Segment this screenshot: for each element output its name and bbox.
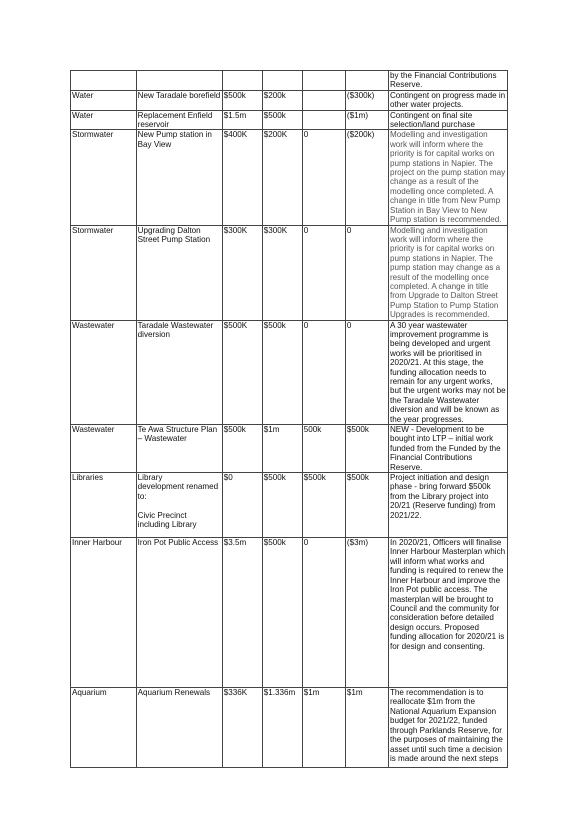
project-cell: Aquarium Renewals xyxy=(136,688,222,768)
table-row xyxy=(71,320,508,424)
change-cell: ($200k) xyxy=(345,130,388,225)
category-cell: Inner Harbour xyxy=(71,538,137,688)
table-row xyxy=(71,473,508,538)
change-cell: 0 xyxy=(345,225,388,320)
amount-cell: $1.336m xyxy=(262,688,302,768)
comment-cell: Contingent on progress made in other water projects. xyxy=(388,90,507,110)
project-cell: New Taradale borefield xyxy=(136,90,222,110)
comment-cell: by the Financial Contributions Reserve. xyxy=(388,71,507,91)
budget-cell: $500k xyxy=(222,425,262,473)
change-cell: $500k xyxy=(345,425,388,473)
table-row xyxy=(71,688,508,768)
category-cell: Wastewater xyxy=(71,320,137,424)
amount-cell: $500k xyxy=(262,320,302,424)
amount-cell xyxy=(302,71,345,91)
category-cell: Stormwater xyxy=(71,130,137,225)
table-row xyxy=(71,110,508,130)
project-cell: New Pump station in Bay View xyxy=(136,130,222,225)
amount-cell: $500k xyxy=(262,110,302,130)
table-row xyxy=(71,130,508,225)
amount-cell: $500k xyxy=(302,473,345,538)
change-cell xyxy=(345,71,388,91)
capital-projects-table xyxy=(70,70,508,768)
amount-cell: $500k xyxy=(262,473,302,538)
amount-cell: $500k xyxy=(262,538,302,688)
comment-cell: Modelling and investigation work will inform where the priority is for capital works on pump stations in Napier. The pump station may change as a result of the modelling once completed. A change in title from Upgrade to Dalton Street Pump Station to Pump Station Upgrades is recommended. xyxy=(388,225,507,320)
table-row xyxy=(71,90,508,110)
change-cell: $1m xyxy=(345,688,388,768)
budget-cell: $500K xyxy=(222,320,262,424)
amount-cell xyxy=(302,110,345,130)
amount-cell: 0 xyxy=(302,225,345,320)
budget-cell: $1.5m xyxy=(222,110,262,130)
project-cell: Upgrading Dalton Street Pump Station xyxy=(136,225,222,320)
category-cell: Aquarium xyxy=(71,688,137,768)
budget-cell: $400K xyxy=(222,130,262,225)
comment-cell: Modelling and investigation work will inform where the priority is for capital works on pump stations in Napier. The project on the pump station may change as a result of the modelling once completed. A change in title from New Pump Station in Bay View to New Pump station is recommended. xyxy=(388,130,507,225)
budget-cell: $500k xyxy=(222,90,262,110)
budget-cell: $300K xyxy=(222,225,262,320)
table-body xyxy=(71,71,508,768)
change-cell: $500k xyxy=(345,473,388,538)
amount-cell xyxy=(262,71,302,91)
table-row xyxy=(71,71,508,91)
change-cell: ($1m) xyxy=(345,110,388,130)
amount-cell: 0 xyxy=(302,538,345,688)
comment-cell: NEW - Development to be bought into LTP – initial work funded from the Funded by the Financial Contributions Reserve. xyxy=(388,425,507,473)
project-cell: Library development renamed to: Civic Precinct including Library xyxy=(136,473,222,538)
change-cell: 0 xyxy=(345,320,388,424)
category-cell: Libraries xyxy=(71,473,137,538)
table-row xyxy=(71,538,508,688)
comment-cell: The recommendation is to reallocate $1m from the National Aquarium Expansion budget for 2021/22, funded through Parklands Reserve, for the purposes of maintaining the asset until such time a decision is made around the next steps xyxy=(388,688,507,768)
amount-cell: 500k xyxy=(302,425,345,473)
change-cell: ($3m) xyxy=(345,538,388,688)
category-cell: Stormwater xyxy=(71,225,137,320)
table-row xyxy=(71,225,508,320)
category-cell: Water xyxy=(71,110,137,130)
project-cell: Te Awa Structure Plan – Wastewater xyxy=(136,425,222,473)
project-cell: Replacement Enfield reservoir xyxy=(136,110,222,130)
amount-cell: 0 xyxy=(302,130,345,225)
amount-cell: 0 xyxy=(302,320,345,424)
budget-cell xyxy=(222,71,262,91)
category-cell: Wastewater xyxy=(71,425,137,473)
change-cell: ($300k) xyxy=(345,90,388,110)
amount-cell: $1m xyxy=(302,688,345,768)
amount-cell: $200k xyxy=(262,90,302,110)
budget-cell: $3.5m xyxy=(222,538,262,688)
amount-cell xyxy=(302,90,345,110)
budget-cell: $0 xyxy=(222,473,262,538)
category-cell xyxy=(71,71,137,91)
comment-cell: Contingent on final site selection/land purchase xyxy=(388,110,507,130)
table-row xyxy=(71,425,508,473)
budget-cell: $336K xyxy=(222,688,262,768)
amount-cell: $300K xyxy=(262,225,302,320)
comment-cell: Project initiation and design phase - bring forward $500k from the Library project into 20/21 (Reserve funding) from 2021/22. xyxy=(388,473,507,538)
project-cell: Iron Pot Public Access xyxy=(136,538,222,688)
amount-cell: $200K xyxy=(262,130,302,225)
project-cell: Taradale Wastewater diversion xyxy=(136,320,222,424)
project-cell xyxy=(136,71,222,91)
comment-cell: In 2020/21, Officers will finalise Inner Harbour Masterplan which will inform what works and funding is required to renew the Inner Harbour and improve the Iron Pot public access. The masterplan will be brought to Council and the community for consideration before detailed design occurs. Proposed funding allocation for 2020/21 is for design and consenting. xyxy=(388,538,507,688)
category-cell: Water xyxy=(71,90,137,110)
comment-cell: A 30 year wastewater improvement programme is being developed and urgent works will be prioritised in 2020/21. At this stage, the funding allocation needs to remain for any urgent works, but the urgent works may not be the Taradale Wastewater diversion and will be known as the year progresses. xyxy=(389,320,506,424)
amount-cell: $1m xyxy=(262,425,302,473)
